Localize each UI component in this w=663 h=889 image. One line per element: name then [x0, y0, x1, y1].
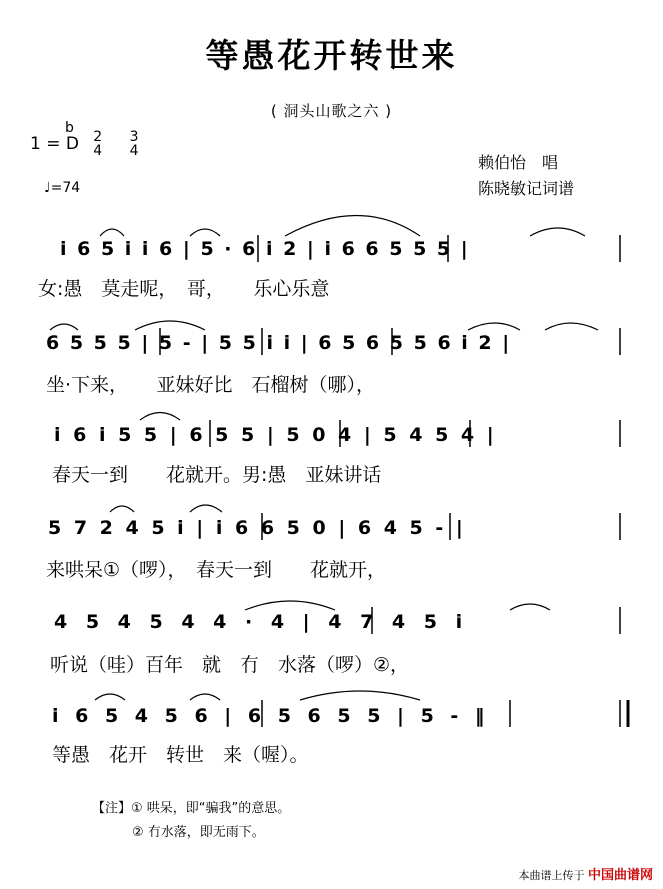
lyric-line-1: 女:愚 莫走呢， 哥， 乐心乐意: [38, 278, 330, 300]
lyric-line-3: 春天一到 花就开。男:愚 亚妹讲话: [52, 464, 382, 486]
tempo-marking: ♩=74: [44, 180, 81, 196]
song-subtitle: ( 洞头山歌之六 ): [270, 102, 393, 120]
notation-line-6: i 6 5 4 5 6 | 6 5 6 5 5 | 5 - ‖: [52, 705, 485, 727]
key-label: 1 = D: [30, 134, 79, 154]
upload-text: 本曲谱上传于: [518, 869, 585, 882]
recorder-credit: 陈晓敏记词谱: [478, 179, 575, 198]
lyric-line-4: 来哄呆①（啰）， 春天一到 花就开，: [46, 559, 387, 581]
footnote-1: ① 哄呆，即“骗我”的意思。: [131, 801, 291, 816]
notation-line-1: i 6 5 i i 6 | 5 · 6 i 2 | i 6 6 5 5 5 |: [60, 238, 468, 260]
footnotes: [92, 797, 290, 845]
footnote-label: 【注】: [92, 801, 132, 816]
singer-credit: 赖伯怡 唱: [478, 153, 559, 172]
lyric-line-5: 听说（哇）百年 就 冇 水落（啰）②，: [50, 654, 410, 676]
footer-watermark: [518, 864, 653, 883]
lyric-line-2: 坐·下来， 亚妹好比 石榴树（哪），: [46, 374, 376, 396]
site-brand: 中国曲谱网: [587, 868, 653, 883]
notation-line-5: 4 5 4 5 4 4 · 4 | 4 7 4 5 i: [54, 611, 463, 633]
footnote-2: ② 冇水落，即无雨下。: [132, 825, 265, 840]
notation-line-4: 5 7 2 4 5 i | i 6 6 5 0 | 6 4 5 - |: [48, 517, 463, 539]
song-title: 等愚花开转世来: [205, 36, 458, 75]
lyric-line-6: 等愚 花开 转世 来（喔）。: [52, 744, 309, 766]
notation-line-3: i 6 i 5 5 | 6 5 5 | 5 0 4 | 5 4 5 4 |: [54, 424, 494, 446]
flat-sign: b: [64, 120, 74, 137]
time-signature-3-4: 3 4: [129, 129, 139, 159]
time-signature-2-4: 2 4: [93, 129, 103, 159]
notation-line-2: 6 5 5 5 | 5 - | 5 5 i i | 6 5 6 5 5 6 i 2 |: [46, 332, 510, 354]
